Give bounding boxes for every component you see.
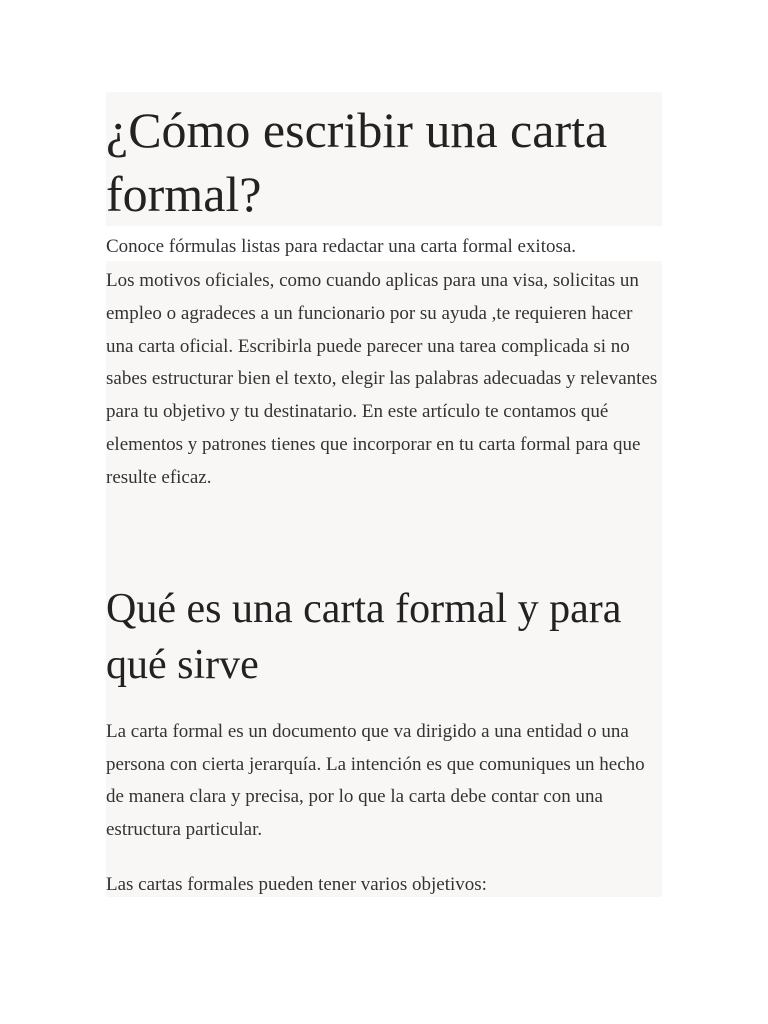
- section-heading: Qué es una carta formal y para qué sirve: [106, 586, 622, 688]
- body-paragraph-2: Las cartas formales pueden tener varios objetivos:: [106, 874, 487, 895]
- page-title: ¿Cómo escribir una carta formal?: [106, 102, 608, 222]
- article-subtitle: Conoce fórmulas listas para redactar una carta formal exitosa.: [106, 236, 577, 257]
- body-paragraph-1: La carta formal es un documento que va dirigido a una entidad o una persona con cierta jerarquía. La intención es que comuniques un hecho de manera clara y precisa, por lo que la carta debe contar con una estructura particular.: [106, 721, 645, 840]
- intro-paragraph: Los motivos oficiales, como cuando aplicas para una visa, solicitas un empleo o agradeces a un funcionario por su ayuda ,te requieren hacer una carta oficial. Escribirla puede parecer una tarea complicada si no sabes estructurar bien el texto, elegir las palabras adecuadas y relevantes para tu objetivo y tu destinatario. En este artículo te contamos qué elementos y patrones tienes que incorporar en tu carta formal para que resulte eficaz.: [106, 270, 658, 488]
